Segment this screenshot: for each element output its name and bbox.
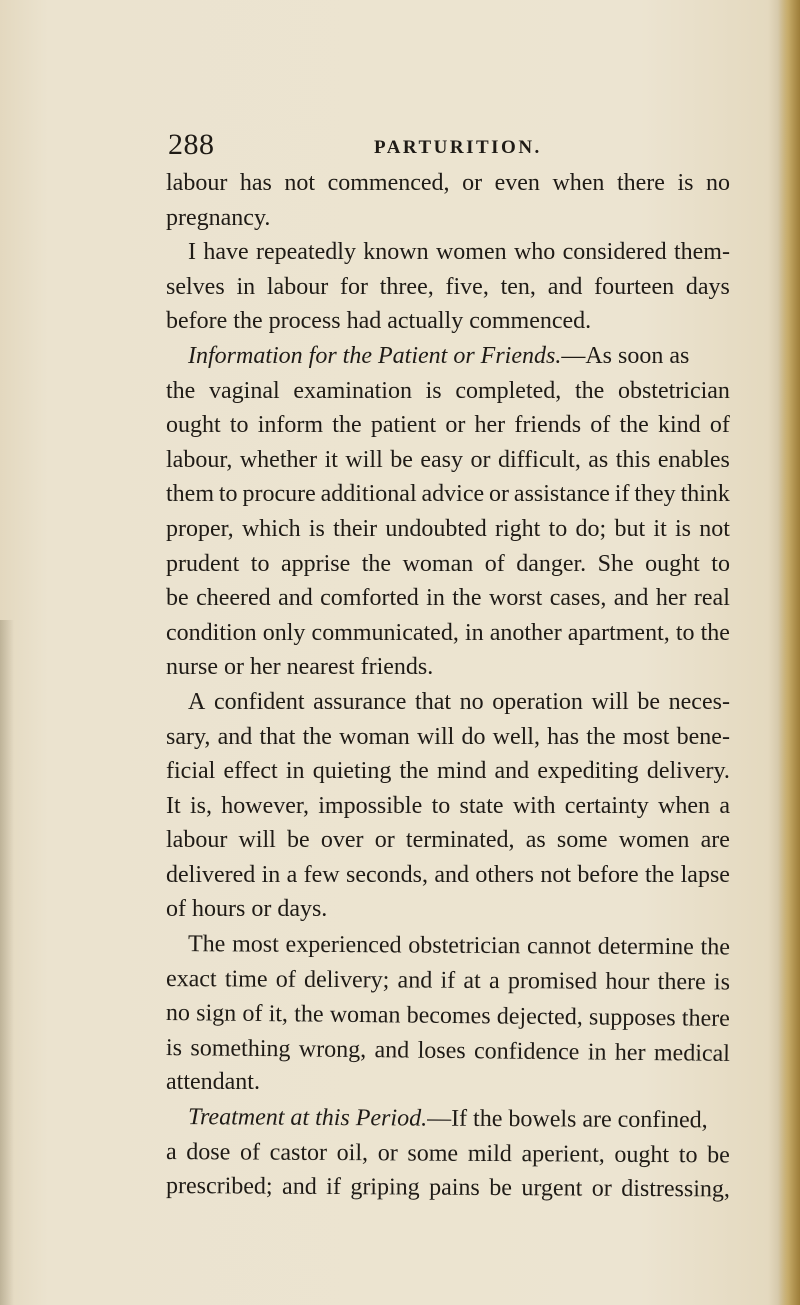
text-line: is something wrong, and loses confidence in her medical — [165, 1034, 731, 1067]
text-line: condition only communicated, in another apartment, to the — [166, 619, 730, 646]
text-line: prescribed; and if griping pains be urgent or distressing, — [165, 1173, 730, 1203]
section-heading-treatment: Treatment at this Period. — [187, 1104, 428, 1132]
page-header — [168, 128, 728, 168]
text-line: ficial effect in quieting the mind and expediting delivery. — [166, 758, 730, 785]
text-line: prudent to apprise the woman of danger. She ought to — [166, 550, 730, 577]
text-line: the vaginal examination is completed, the obstetrician — [166, 377, 730, 404]
section-heading-information: Information for the Patient or Friends. — [188, 342, 562, 369]
page-number: 288 — [168, 128, 215, 161]
text-line: labour, whether it will be easy or difficult, as this enables — [166, 446, 730, 473]
binding-shadow — [0, 620, 14, 1305]
text-line: of hours or days. — [166, 896, 328, 923]
text-line: a dose of castor oil, or some mild aperient, ought to be — [165, 1138, 730, 1169]
paragraph-start: A confident assurance that no operation will be neces- — [188, 688, 730, 715]
text-line: labour has not commenced, or even when there is no — [166, 170, 730, 196]
text-line: labour will be over or terminated, as some women are — [166, 827, 730, 854]
text-line: them to procure additional advice or assistance if they think — [166, 481, 730, 508]
text-line: It is, however, impossible to state with certainty when a — [166, 792, 730, 819]
text-line: attendant. — [166, 1069, 260, 1096]
page-edge — [778, 0, 800, 1305]
text-line: nurse or her nearest friends. — [166, 654, 434, 681]
paragraph-start: The most experienced obstetrician cannot determine the — [187, 931, 731, 961]
body-text — [166, 166, 730, 1204]
running-head: PARTURITION. — [374, 137, 542, 158]
text-line: selves in labour for three, five, ten, and fourteen days — [166, 273, 730, 300]
text-line: be cheered and comforted in the worst cases, and her real — [166, 585, 730, 612]
section-heading-line: Information for the Patient or Friends.—As soon as — [166, 339, 730, 374]
text-line: delivered in a few seconds, and others not before the lapse — [166, 861, 730, 888]
text-line: no sign of it, the woman becomes dejected, supposes there — [165, 1000, 730, 1033]
text-line: proper, which is their undoubted right to do; but it is not — [166, 515, 730, 542]
text-line: sary, and that the woman will do well, has the most bene- — [166, 723, 730, 750]
text-line: pregnancy. — [166, 204, 271, 231]
text-line: ought to inform the patient or her friends of the kind of — [166, 412, 730, 439]
text-line: before the process had actually commenced. — [166, 308, 592, 335]
text-line: exact time of delivery; and if at a promised hour there is — [165, 965, 731, 996]
paragraph-start: I have repeatedly known women who considered them- — [188, 239, 730, 266]
section-heading-line: Treatment at this Period.—If the bowels are confined, — [166, 1100, 730, 1138]
